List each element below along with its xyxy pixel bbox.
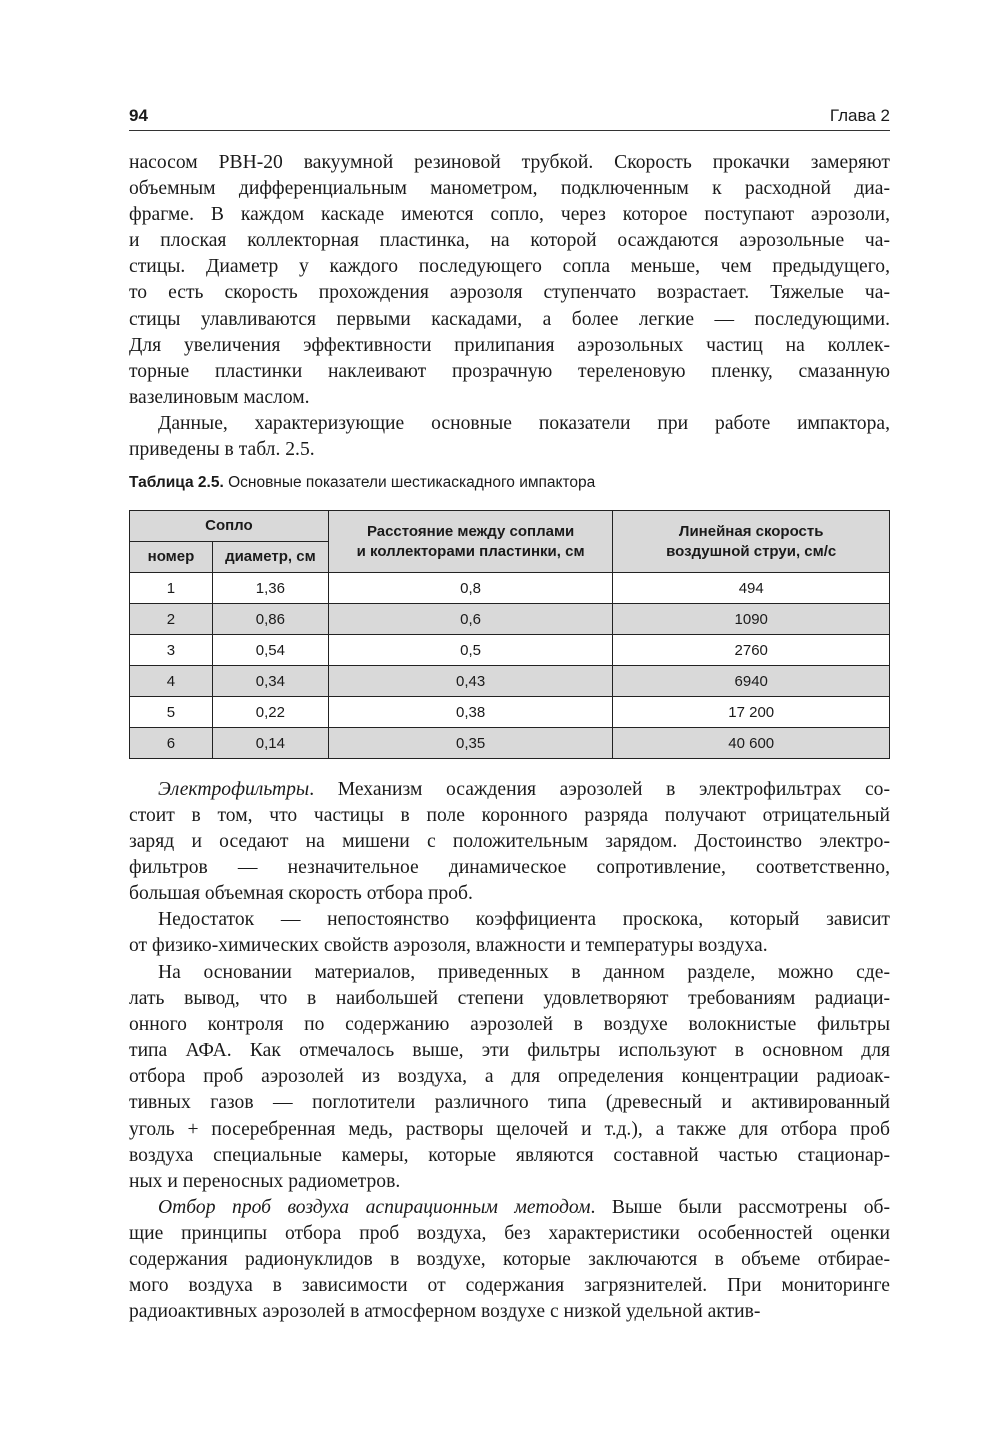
cell-speed: 40 600: [613, 728, 890, 759]
cell-distance: 0,8: [328, 573, 613, 604]
paragraph-table-reference: [129, 411, 890, 463]
cell-diameter: 0,54: [212, 635, 328, 666]
text-line: [129, 777, 890, 803]
text-line: приведены в табл. 2.5.: [129, 439, 315, 461]
text-line: На основании материалов, приведенных в данном разделе, можно сде-: [158, 962, 890, 983]
cell-diameter: 0,86: [212, 604, 328, 635]
cell-number: 5: [130, 697, 213, 728]
running-header: [129, 106, 890, 131]
text-line: то есть скорость прохождения аэрозоля ступенчато возрастает. Тяжелые ча-: [129, 282, 890, 304]
text-line: ных и переносных радиометров.: [129, 1170, 401, 1192]
cell-diameter: 0,34: [212, 666, 328, 697]
text-line: Недостаток — непостоянство коэффициента проскока, который зависит: [158, 909, 890, 930]
text-span: . Механизм осаждения аэрозолей в электрофильтрах со-: [309, 779, 890, 800]
cell-number: 1: [130, 573, 213, 604]
header-nozzle: Сопло: [130, 511, 329, 542]
impactor-table: [129, 510, 890, 759]
text-line: уголь + посеребренная медь, растворы щелочей и т.д.), а также для отбора проб: [129, 1118, 890, 1140]
table-row: [130, 604, 890, 635]
cell-distance: 0,43: [328, 666, 613, 697]
cell-speed: 1090: [613, 604, 890, 635]
text-line: стицы улавливаются первыми каскадами, а более легкие — последующими.: [129, 308, 890, 330]
text-line: мого воздуха в зависимости от содержания загрязнителей. При мониторинге: [129, 1275, 890, 1297]
text-line: лать вывод, что в наибольшей степени удовлетворяют требованиям радиаци-: [129, 988, 890, 1010]
table-row: [130, 635, 890, 666]
text-line: отбора проб аэрозолей из воздуха, а для определения концентрации радиоак-: [129, 1066, 890, 1088]
paragraph-aspiration-method: [129, 1195, 890, 1325]
text-line: и плоская коллекторная пластинка, на которой осаждаются аэрозольные ча-: [129, 230, 890, 252]
text-line: вазелиновым маслом.: [129, 386, 310, 408]
text-line: фильтров — незначительное динамическое сопротивление, соответственно,: [129, 857, 890, 879]
page-number: 94: [129, 106, 148, 125]
cell-distance: 0,5: [328, 635, 613, 666]
text-line: содержания радионуклидов в воздухе, которые заключаются в объеме отбирае-: [129, 1249, 890, 1271]
header-distance-line-2: и коллекторами пластинки, см: [356, 542, 585, 560]
header-diameter: диаметр, см: [212, 542, 328, 573]
table-row: [130, 728, 890, 759]
cell-diameter: 0,22: [212, 697, 328, 728]
text-line: торные пластинки наклеивают прозрачную тереленовую пленку, смазанную: [129, 360, 890, 382]
text-line: воздуха специальные камеры, которые являются составной частью стационар-: [129, 1144, 890, 1166]
text-line: стоит в том, что частицы в поле коронного разряда получают отрицательный: [129, 805, 890, 827]
table-row: [130, 697, 890, 728]
italic-term: Электрофильтры: [158, 779, 310, 800]
paragraph-drawback: [129, 907, 890, 959]
text-line: радиоактивных аэрозолей в атмосферном воздухе с низкой удельной актив-: [129, 1301, 761, 1323]
text-line: Для увеличения эффективности прилипания аэрозольных частиц на коллек-: [129, 334, 890, 356]
paragraph-electrofilters: [129, 777, 890, 907]
header-distance: [328, 511, 613, 573]
table-caption-label: Таблица 2.5.: [129, 474, 224, 491]
chapter-title: Глава 2: [829, 106, 890, 125]
cell-speed: 2760: [613, 635, 890, 666]
cell-diameter: 1,36: [212, 573, 328, 604]
text-line: [129, 1195, 890, 1221]
text-line: заряд и оседают на мишени с положительным зарядом. Достоинство электро-: [129, 831, 890, 853]
header-speed-line-2: воздушной струи, см/с: [666, 542, 837, 560]
text-line: насосом РВН-20 вакуумной резиновой трубкой. Скорость прокачки замеряют: [129, 152, 890, 173]
text-line: тивных газов — поглотители различного типа (древесный и активированный: [129, 1092, 890, 1114]
text-span: . Выше были рассмотрены об-: [590, 1197, 891, 1218]
cell-speed: 494: [613, 573, 890, 604]
text-line: большая объемная скорость отбора проб.: [129, 883, 473, 905]
paragraph-impactor-description: [129, 150, 890, 411]
text-line: от физико-химических свойств аэрозоля, влажности и температуры воздуха.: [129, 935, 768, 957]
cell-distance: 0,6: [328, 604, 613, 635]
cell-number: 3: [130, 635, 213, 666]
header-number: номер: [130, 542, 213, 573]
text-line: стицы. Диаметр у каждого последующего сопла меньше, чем предыдущего,: [129, 256, 890, 278]
cell-distance: 0,38: [328, 697, 613, 728]
header-speed: [613, 511, 890, 573]
table-caption-text: Основные показатели шестикаскадного импактора: [228, 474, 596, 491]
cell-number: 4: [130, 666, 213, 697]
table-row: [130, 666, 890, 697]
cell-number: 2: [130, 604, 213, 635]
header-speed-line-1: Линейная скорость: [678, 522, 824, 540]
text-line: щие принципы отбора проб воздуха, без характеристики особенностей оценки: [129, 1223, 890, 1245]
cell-distance: 0,35: [328, 728, 613, 759]
text-line: объемным дифференциальным манометром, подключенным к расходной диа-: [129, 178, 890, 200]
paragraph-conclusion: [129, 960, 890, 1195]
text-line: фрагме. В каждом каскаде имеются сопло, через которое поступают аэрозоли,: [129, 204, 890, 226]
table-caption: [129, 474, 890, 492]
text-line: типа АФА. Как отмечалось выше, эти фильтры используют в основном для: [129, 1040, 890, 1062]
italic-term: Отбор проб воздуха аспирационным методом: [158, 1197, 591, 1218]
cell-speed: 6940: [613, 666, 890, 697]
cell-number: 6: [130, 728, 213, 759]
cell-speed: 17 200: [613, 697, 890, 728]
text-line: Данные, характеризующие основные показатели при работе импактора,: [158, 413, 890, 434]
table-row: [130, 573, 890, 604]
header-distance-line-1: Расстояние между соплами: [366, 522, 575, 540]
cell-diameter: 0,14: [212, 728, 328, 759]
text-line: онного контроля по содержанию аэрозолей в воздухе волокнистые фильтры: [129, 1014, 890, 1036]
